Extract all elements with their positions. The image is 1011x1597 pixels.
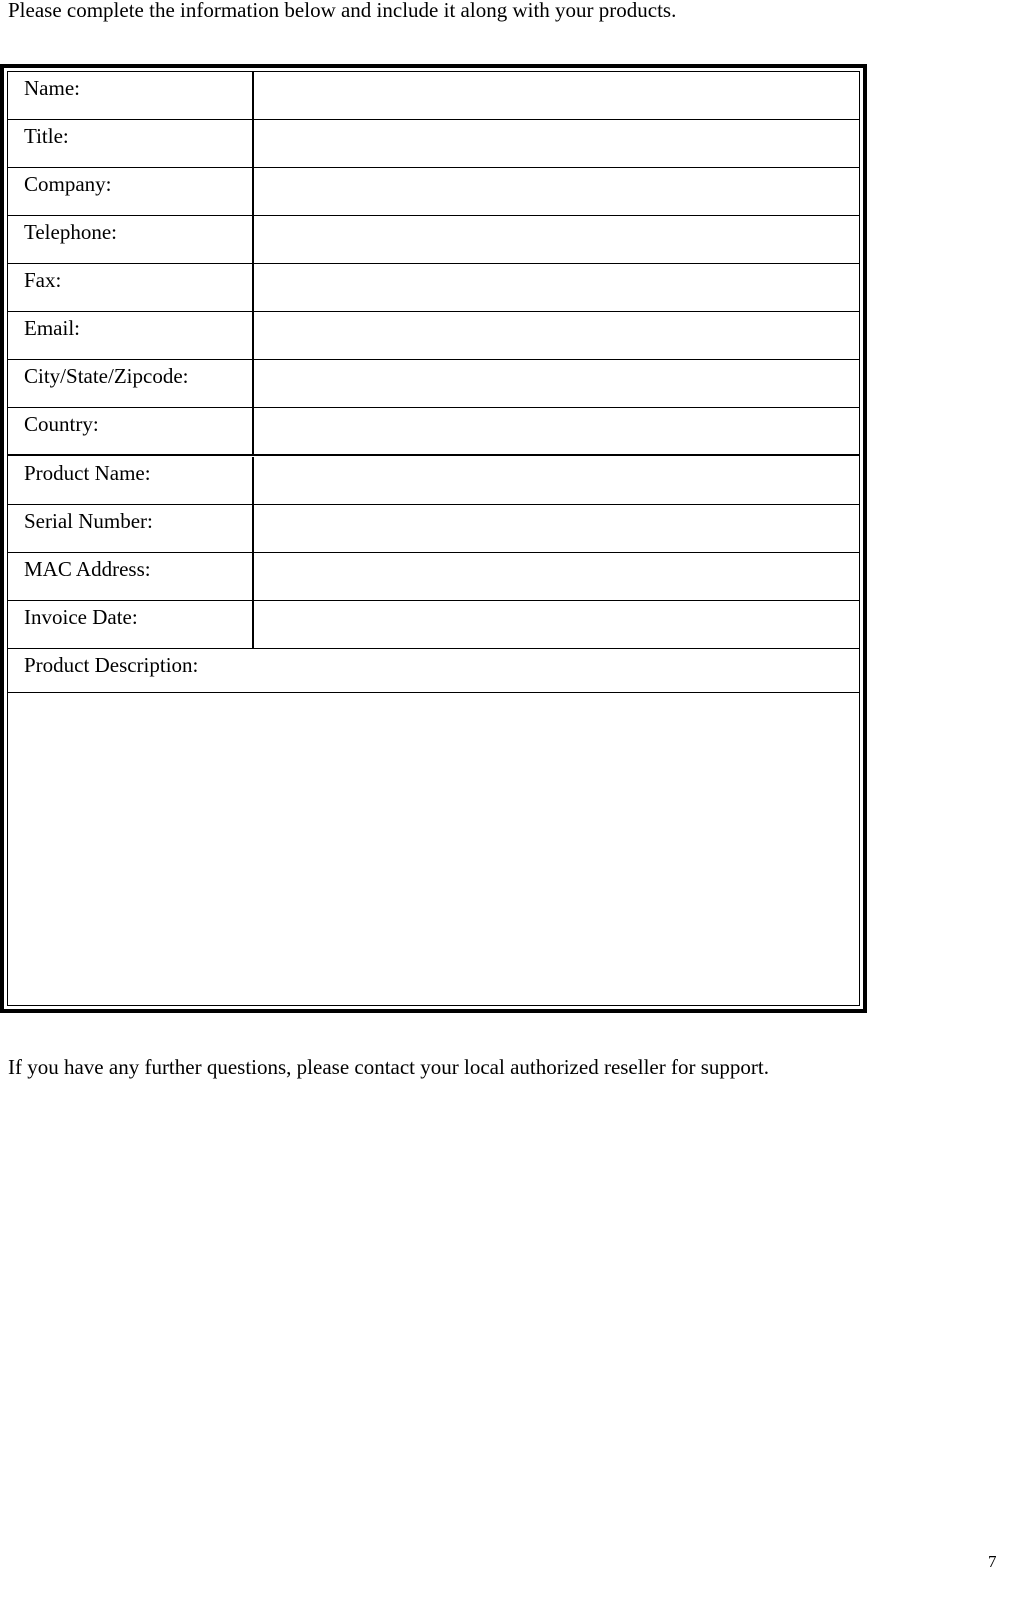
- city-state-zipcode-label-cell: [8, 360, 254, 407]
- company-label-cell: [8, 168, 254, 215]
- form-row-title: [8, 120, 859, 168]
- title-field[interactable]: [254, 120, 859, 167]
- product-name-field[interactable]: [254, 457, 859, 504]
- name-field[interactable]: [254, 72, 859, 119]
- form-row-city-state-zipcode: [8, 360, 859, 408]
- country-label: Country:: [24, 412, 99, 436]
- fax-label: Fax:: [24, 268, 62, 292]
- registration-form: [0, 64, 867, 1013]
- serial-number-label: Serial Number:: [24, 509, 153, 533]
- serial-number-label-cell: [8, 505, 254, 552]
- country-field[interactable]: [254, 408, 859, 454]
- mac-address-label: MAC Address:: [24, 557, 151, 581]
- email-field[interactable]: [254, 312, 859, 359]
- fax-label-cell: [8, 264, 254, 311]
- telephone-field[interactable]: [254, 216, 859, 263]
- name-label-cell: [8, 72, 254, 119]
- company-field[interactable]: [254, 168, 859, 215]
- page-number: 7: [988, 1552, 997, 1571]
- invoice-date-field[interactable]: [254, 601, 859, 648]
- form-row-fax: [8, 264, 859, 312]
- form-row-country: [8, 408, 859, 456]
- intro-text: Please complete the information below and include it along with your products.: [8, 0, 677, 22]
- form-row-invoice-date: [8, 601, 859, 649]
- telephone-label-cell: [8, 216, 254, 263]
- product-description-field[interactable]: [8, 693, 859, 1005]
- registration-form-inner: [7, 71, 860, 1006]
- form-row-email: [8, 312, 859, 360]
- company-label: Company:: [24, 172, 112, 196]
- invoice-date-label-cell: [8, 601, 254, 648]
- product-description-label: Product Description:: [24, 653, 199, 677]
- form-row-product-name: [8, 457, 859, 505]
- invoice-date-label: Invoice Date:: [24, 605, 138, 629]
- form-row-serial-number: [8, 505, 859, 553]
- city-state-zipcode-label: City/State/Zipcode:: [24, 364, 189, 388]
- support-note: If you have any further questions, please contact your local authorized reseller for support.: [8, 1055, 769, 1079]
- city-state-zipcode-field[interactable]: [254, 360, 859, 407]
- product-name-label: Product Name:: [24, 461, 151, 485]
- fax-field[interactable]: [254, 264, 859, 311]
- form-row-telephone: [8, 216, 859, 264]
- country-label-cell: [8, 408, 254, 454]
- title-label-cell: [8, 120, 254, 167]
- form-row-company: [8, 168, 859, 216]
- name-label: Name:: [24, 76, 80, 100]
- product-name-label-cell: [8, 457, 254, 504]
- form-row-product-description: [8, 649, 859, 693]
- mac-address-label-cell: [8, 553, 254, 600]
- form-row-mac-address: [8, 553, 859, 601]
- mac-address-field[interactable]: [254, 553, 859, 600]
- telephone-label: Telephone:: [24, 220, 117, 244]
- email-label: Email:: [24, 316, 80, 340]
- form-row-name: [8, 72, 859, 120]
- title-label: Title:: [24, 124, 69, 148]
- email-label-cell: [8, 312, 254, 359]
- serial-number-field[interactable]: [254, 505, 859, 552]
